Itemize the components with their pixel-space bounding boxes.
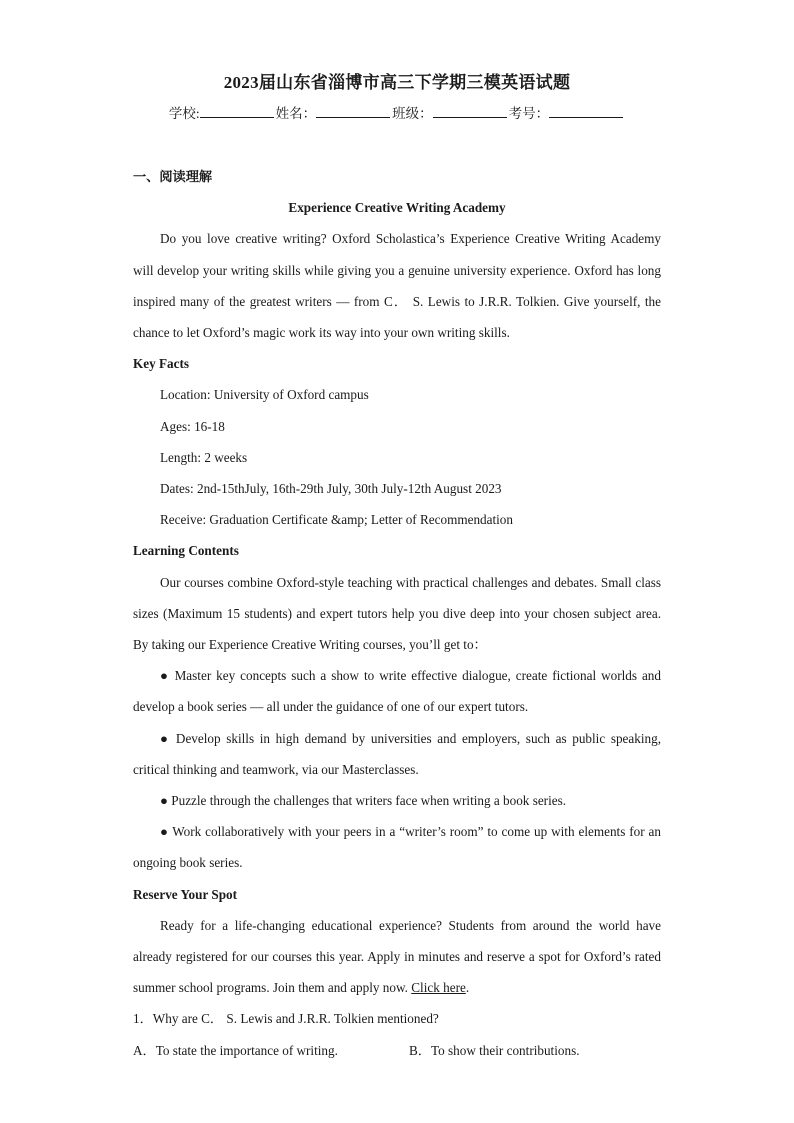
intro-paragraph: Do you love creative writing? Oxford Scholastica’s Experience Creative Writing Academy will develop your writing skills while giving you a genuine university experience. Oxford has long inspired many of the greatest writers — from C． S. Lewis to J.R.R. Tolkien. Give yourself, the chance to let Oxford’s magic work its way into your own writing skills. — [133, 231, 661, 341]
link-suffix: . — [465, 980, 470, 996]
bullet-item: ● Master key concepts such a show to write effective dialogue, create fictional worlds and develop a book series — all under the guidance of one of our expert tutors. — [133, 668, 661, 715]
learning-heading: Learning Contents — [133, 543, 239, 559]
learning-intro-paragraph: Our courses combine Oxford-style teaching with practical challenges and debates. Small class sizes (Maximum 15 students) and expert tutors help you dive deep into your chosen subject area. By taking our Experience Creative Writing courses, you’ll get to： — [133, 574, 661, 653]
name-label: 姓名： — [275, 106, 317, 121]
key-fact-dates: Dates: 2nd-15thJuly, 16th-29th July, 30th July-12th August 2023 — [160, 481, 502, 497]
page-title: 2023届山东省淄博市高三下学期三模英语试题 — [223, 73, 571, 92]
key-fact-location: Location: University of Oxford campus — [160, 387, 369, 403]
question-1 — [133, 1003, 661, 1034]
article-heading: Experience Creative Writing Academy — [288, 200, 506, 216]
question-1-options — [133, 1035, 661, 1066]
reserve-paragraph — [133, 910, 661, 1004]
bullet-item: ● Develop skills in high demand by universities and employers, such as public speaking, critical thinking and teamwork, via our Masterclasses. — [133, 730, 661, 777]
option-b[interactable]: B．To show their contributions. — [409, 1042, 580, 1058]
student-info-row — [133, 102, 661, 122]
reading-section — [133, 161, 661, 1066]
question-text: Why are C． S. Lewis and J.R.R. Tolkien mentioned? — [152, 1011, 439, 1027]
option-a[interactable]: A．To state the importance of writing. — [133, 1042, 338, 1058]
key-facts-heading: Key Facts — [133, 356, 190, 372]
bullet-item: ● Work collaboratively with your peers in a “writer’s room” to come up with elements for an ongoing book series. — [133, 824, 661, 871]
school-label: 学校: — [168, 106, 200, 121]
exam-number-label: 考号： — [508, 106, 550, 121]
name-blank[interactable] — [316, 104, 390, 118]
reserve-heading: Reserve Your Spot — [133, 886, 238, 902]
key-fact-receive: Receive: Graduation Certificate &amp; Letter of Recommendation — [160, 512, 513, 528]
class-label: 班级： — [392, 106, 433, 121]
exam-number-blank[interactable] — [549, 104, 623, 118]
click-here-link[interactable]: Click here — [411, 980, 466, 996]
question-number: 1． — [133, 1011, 153, 1027]
key-fact-length: Length: 2 weeks — [160, 449, 248, 465]
class-blank[interactable] — [433, 104, 507, 118]
reserve-text: Ready for a life-changing educational experience? Students from around the world have already registered for our courses this year. Apply in minutes and reserve a spot for Oxford’s rated summer school programs. Join them and apply now. — [133, 917, 661, 996]
section-title: 一、阅读理解 — [133, 169, 213, 184]
bullet-item: ● Puzzle through the challenges that writers face when writing a book series. — [160, 793, 567, 809]
school-blank[interactable] — [200, 104, 274, 118]
key-fact-ages: Ages: 16-18 — [160, 418, 225, 434]
